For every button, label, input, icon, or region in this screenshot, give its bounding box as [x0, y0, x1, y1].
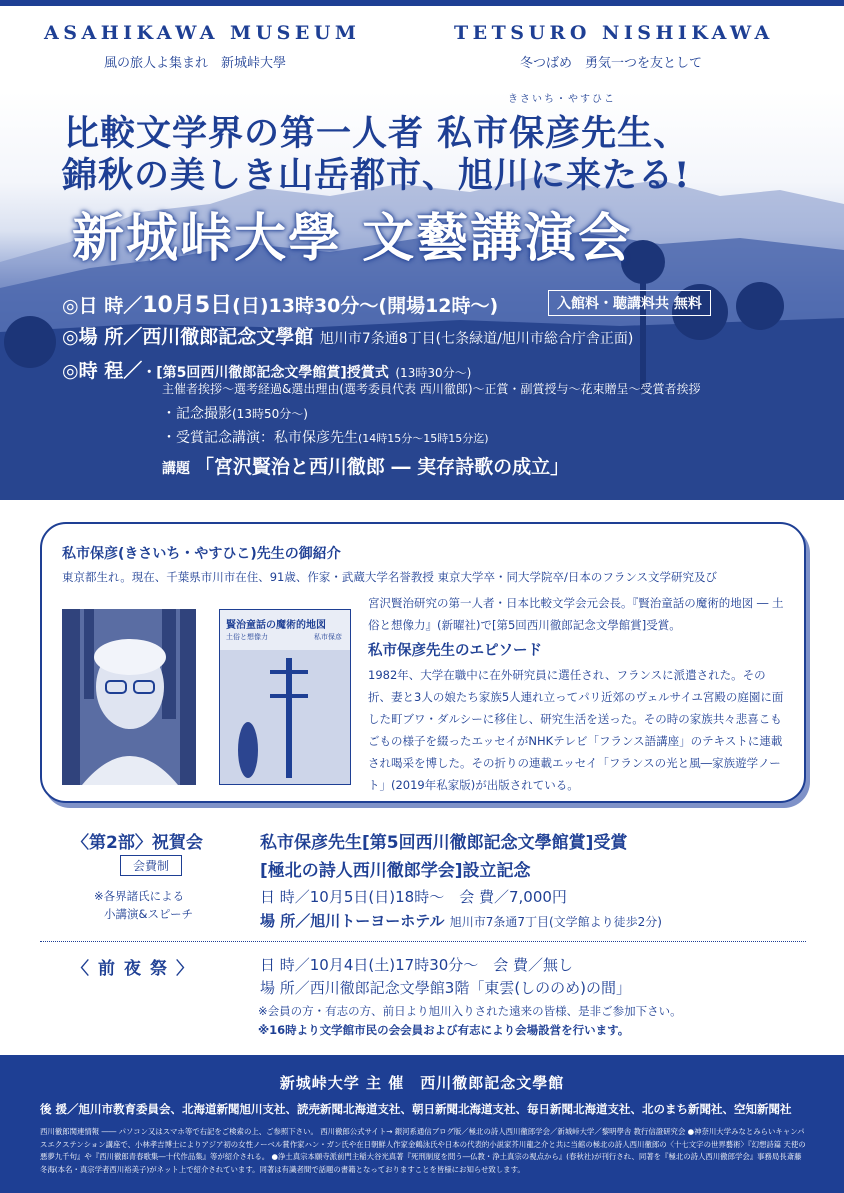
top-rule [0, 0, 844, 6]
part2-society-line: [極北の詩人西川徹郎学会]設立記念 [260, 861, 531, 881]
episode-text: 1982年、大学在職中に在外研究員に選任され、フランスに派遣された。その折、妻と3人の娘たち家族5人連れ立ってパリ近郊のヴェルサイユ宮殿の庭園に面した町ブワ・ダルシーに移住し、研究生活を送った。その時の家族共々悲喜こもごもの様子を綴ったエッセイがNHKテレビ「フランス語講座」のテキストに連載され喝采を博した。その折りの連載エッセイ「フランスの光と風―家族遊学ノート」(2019年私家版)が出版されている。 [368, 668, 784, 792]
part2-venue [260, 910, 662, 931]
part2-note-line1: ※各界諸氏による [94, 889, 185, 903]
motto-right: 冬つばめ 勇気一つを友として [520, 56, 703, 71]
headline-line1: 比較文学界の第一人者 私市保彦先生、 [64, 113, 690, 154]
book-title: 賢治童話の魔術的地図 [226, 620, 326, 631]
episode-title: 私市保彦先生のエピソード [368, 643, 542, 659]
profile-title: 私市保彦(きさいち・やすひこ)先生の御紹介 [62, 546, 341, 562]
lecture-title: 「宮沢賢治と西川徹郎 ― 実存詩歌の成立」 [194, 456, 570, 478]
program-item-lecture [162, 427, 489, 447]
program-item-photo [162, 403, 308, 423]
program-item-ceremony: ・[第5回西川徹郎記念文學館賞]授賞式 [142, 365, 389, 381]
date-rest: (日)13時30分～(開場12時～) [232, 295, 499, 317]
part2-award-line: 私市保彦先生[第5回西川徹郎記念文學館賞]受賞 [260, 833, 628, 853]
venue-name: 西川徹郎記念文學館 [142, 326, 314, 348]
book-cover-image [219, 609, 351, 785]
part2-date-fee: 日 時／10月5日(日)18時～ 会 費／7,000円 [260, 888, 567, 906]
book-subtitle: 土俗と想像力 [226, 633, 268, 641]
free-admission-badge: 入館料・聴講料共 無料 [548, 290, 711, 316]
part2-label: 〈第2部〉祝賀会 [72, 833, 203, 853]
headline-line2: 錦秋の美しき山岳都市、旭川に来たる! [62, 155, 691, 196]
footer-supporters: 後 援／旭川市教育委員会、北海道新聞旭川支社、読売新聞北海道支社、朝日新聞北海道支社、毎日新聞北海道支社、北のまち新聞社、空知新聞社 [40, 1102, 792, 1116]
profile-intro-line: 東京都生れ。現在、千葉県市川市在住、91歳、作家・武蔵大学名誉教授 東京大学卒・同大学院卒/日本のフランス文学研究及び [62, 570, 718, 584]
eve-label: 〈前夜祭〉 [72, 959, 202, 979]
venue-label: ◎場 所／ [62, 326, 143, 348]
motto-left: 風の旅人よ集まれ 新城峠大學 [104, 56, 287, 71]
program-item-photo-label: ・記念撮影 [162, 406, 232, 422]
part2-venue-name: 場 所／旭川トーヨーホテル [260, 912, 445, 930]
footer-related-info: 西川徹郎関連情報 ―― パソコン又はスマホ等で右記をご検索の上、ご参照下さい。 西川徹郎公式サイト→ 銀河系通信ブログ版／極北の詩人西川徹郎学会／新城峠大学／黎明學舎 教行信證研究会 ●神奈川大学みなとみらいキャンパスエクステンション講座で、小林孝吉博士によりアジア初の女性ノーベル賞作家ハン・ガン氏や在日朝鮮人作家金鶴泳氏や日本の代表的小説家芥川龍之介と共に当館の極北の詩人西川徹郎の〈十七文字の世界藝術〉『幻想詩篇 天使の悪夢九千句』や『西川徹郎青春歌集―十代作品集』等が紹介される。 ●浄土真宗本願寺派前門主稲大谷光真著『死刑制度を問う―仏教・浄土真宗の視点から』(春秋社)が刊行され、同著を『極北の詩人西川徹郎学会』事務局長斎藤冬海(本名・真宗学者西川裕美子)がネット上で紹介されています。同著は有識者間で話題の書籍となっておりますことを皆様にお知らせ致します。 [40, 1127, 806, 1174]
poet-name: TETSURO NISHIKAWA [454, 22, 774, 44]
venue-row [62, 322, 633, 349]
date-value: 10月5日 [142, 293, 233, 318]
program-item-photo-time: (13時50分～) [232, 407, 308, 421]
book-author: 私市保彦 [314, 633, 342, 641]
program-ceremony-detail: 主催者挨拶～選考経過&選出理由(選考委員代表 西川徹郎)～正賞・副賞授与～花束贈呈～受賞者挨拶 [162, 382, 701, 396]
eve-date-fee: 日 時／10月4日(土)17時30分～ 会 費／無し [260, 956, 574, 974]
eve-note1: ※会員の方・有志の方、前日より旭川入りされた遠来の皆様、是非ご参加下さい。 [258, 1004, 682, 1018]
section-divider [40, 941, 806, 942]
part2-note-line2: 小講演&スピーチ [104, 907, 194, 921]
furigana: きさいち・やすひこ [508, 94, 616, 105]
portrait-photo [62, 609, 196, 785]
program-item-lecture-label: ・受賞記念講演：私市保彦先生 [162, 430, 358, 446]
program-row [62, 356, 471, 383]
lecture-title-row [162, 452, 569, 479]
profile-intro-rest: 宮沢賢治研究の第一人者・日本比較文学会元会長。『賢治童話の魔術的地図 ― 土俗と想像力』(新曜社)で[第5回西川徹郎記念文學館賞]受賞。 [368, 596, 784, 632]
eve-venue: 場 所／西川徹郎記念文學館3階「東雲(しののめ)の間」 [260, 979, 632, 997]
program-item-lecture-time: (14時15分～15時15分迄) [358, 432, 489, 445]
date-label: ◎日 時／ [62, 295, 143, 317]
lecture-label: 講題 [162, 461, 190, 477]
event-title: 新城峠大學 文藝講演会 [72, 208, 633, 269]
program-item-ceremony-time: (13時30分～) [395, 366, 472, 380]
footer-hosts: 新城峠大学 主 催 西川徹郎記念文學館 [279, 1074, 565, 1092]
date-row [62, 288, 498, 319]
membership-fee-badge: 会費制 [120, 855, 182, 876]
eve-note2: ※16時より文学館市民の会会員および有志により会場設営を行います。 [258, 1023, 630, 1037]
venue-address: 旭川市7条通8丁目(七条緑道/旭川市総合庁舎正面) [319, 331, 634, 347]
museum-name: ASAHIKAWA MUSEUM [44, 22, 361, 44]
program-label: ◎時 程／ [62, 360, 143, 382]
part2-venue-address: 旭川市7条通7丁目(文学館より徒歩2分) [449, 915, 662, 929]
